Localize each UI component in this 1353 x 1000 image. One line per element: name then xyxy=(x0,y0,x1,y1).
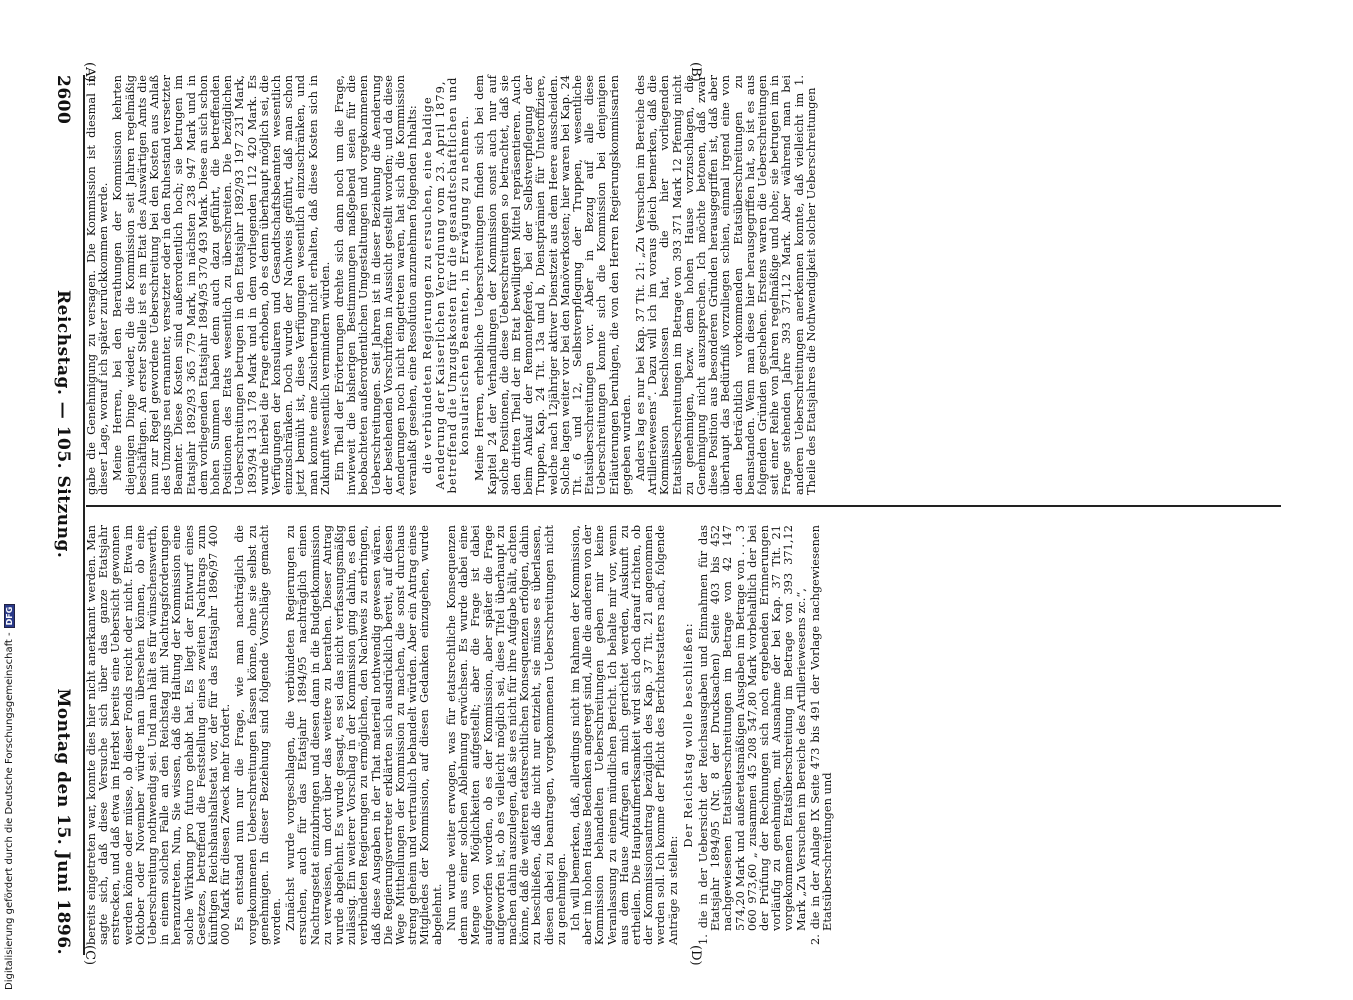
paragraph: Meine Herren, bei den Berathungen der Kommission kehrten diejenigen Dinge wieder, die die Kommission seit Jahren regelmäßig beschäftigen. An erster Stelle ist es im Etat des Auswärtigen Amts die nun zur Regel gewordene Ueberschreitung bei den Kosten aus Anlaß des Umzugs neu ernannter, versetzter oder in den Ruhestand versetzter Beamter. Diese Kosten sind außerordentlich hoch; sie betrugen im Etatsjahr 1892/93 365 779 Mark, im nächsten 238 947 Mark und in dem vorliegenden Etatsjahr 1894/95 370 493 Mark. Diese an sich schon hohen Summen haben denn auch dazu geführt, die betreffenden Positionen des Etats wesentlich zu überschreiten. Die bezüglichen Ueberschreitungen betrugen in den Etatsjahr 1892/93 197 231 Mark, 1893/94 133 178 Mark und in dem vorliegenden 112 420 Mark. Es wurde hierbei die Frage erhoben, ob es denn überhaupt möglich sei, die Verfügungen der konsularen und Gesandtschaftsbeamten wesentlich einzuschränken. Doch wurde der Nachweis geführt, daß man schon jetzt bemüht ist, diese Verfügungen wesentlich einzuschränken, und man konnte eine Zusicherung nicht erhalten, daß diese Kosten sich in Zukunft wesentlich vermindern würden. xyxy=(110,75,332,495)
paragraph: bereits eingetreten war, konnte dies hier nicht anerkannt werden. Man sagte sich, daß diese Versuche sich über das ganze Etatsjahr erstrecken, und daß etwa im Herbst bereits eine Uebersicht gewonnen werden könne oder müsse, ob dieser Fonds reicht oder nicht. Etwa im Oktober oder November würde man übersehen können, ob eine Ueberschreitung nothwendig sei. Und man hält es für wünschenswerth, in einem solchen Falle an den Reichstag mit Nachtragsforderungen heranzutreten. Nun, Sie wissen, daß die Haltung der Kommission eine solche Wirkung pro futuro gehabt hat. Es liegt der Entwurf eines Gesetzes, betreffend die Feststellung eines zweiten Nachtrags zum künftigen Reichshaushaltsetat vor, der für das Etatsjahr 1896/97 400 000 Mark für diesen Zweck mehr fordert. xyxy=(84,525,233,945)
paragraph: Nun wurde weiter erwogen, was für etatsrechtliche Konsequenzen denn aus einer solchen Ablehnung erwüchsen. Es wurde dabei eine Menge von Möglichkeiten aufgestellt; aber die Frage ist dabei aufgeworfen worden, ob es der Kommission, aber später die Frage aufgeworfen ist, ob es vielleicht möglich sei, diese Titel überhaupt zu machen dahin auszulegen, daß sie es nicht für ihre Aufgabe hält, achten könne, daß die weiteren etatsrechtlichen Konsequenzen erfolgen, dahin zu beschließen, daß die nicht nur entzieht, sie müsse es überlassen, diesen dabei zu beantragen, vorgekommenen Ueberschreitungen nicht zu genehmigen. xyxy=(443,525,568,945)
paragraph: Es entstand nun nur die Frage, wie man nachträglich die vorgekommenen Ueberschreitungen fassen könne, ohne sie selbst zu genehmigen. In dieser Beziehung sind folgende Vorschläge gemacht worden. xyxy=(232,525,284,945)
column-divider xyxy=(86,505,1281,507)
paragraph: Meine Herren, erhebliche Ueberschreitungen finden sich bei dem Kapitel 24 der Verhandlungen der Kommission sonst auch nur auf solche Positionen, die diese Ueberschreitungen so betrachtet, daß sie den dritten Theil der im Etat bewilligten Mittel repräsentieren. Auch beim Ankauf der Remontepferde, bei der Selbstverpflegung der Truppen, Kap. 24 Tit. 13a und b, Dienstprämien für Unteroffiziere, welche nach 12jähriger aktiver Dienstzeit aus dem Heere ausscheiden. Solche lagen weiter vor bei den Manöverkosten; hier waren bei Kap. 24 Tit. 6 und 12, Selbstverpflegung der Truppen, wesentliche Etatsüberschreitungen vor. Aber in Bezug auf alle diese Ueberschreitungen konnte sich die Kommission bei denjenigen Erläuterungen beruhigen, die von den Herren Regierungskommissarien gegeben wurden. xyxy=(472,75,633,495)
page-number: 2600 xyxy=(53,75,73,125)
left-column xyxy=(85,75,1275,495)
paragraph: gabe die Genehmigung zu versagen. Die Kommission ist diesmal in dieser Lage, worauf ich später zurückkommen werde. xyxy=(84,75,111,495)
session-title: Reichstag. — 105. Sitzung. xyxy=(53,290,73,559)
paragraph: Zunächst wurde vorgeschlagen, die verbündeten Regierungen zu ersuchen, auch für das Etatsjahr 1894/95 nachträglich einen Nachtragsetat einzubringen und diesen dann in die Budgetkommission zu verweisen, um dort über das weitere zu berathen. Dieser Antrag wurde abgelehnt. Es wurde gesagt, es sei das nicht verfassungsmäßig zulässig. Ein weiterer Vorschlag in der Kommission ging dahin, es den verbündeten Regierungen zu ermöglichen, den Nachweis zu erbringen, daß diese Ausgaben in der That materiell nothwendig gewesen wären. Die Regierungsvertreter erklärten sich ausdrücklich bereit, auf diesen Wege Mittheilungen der Kommission zu machen, die sonst durchaus streng geheim und vertraulich behandelt würden. Aber ein Antrag eines Mitgliedes der Kommission, auf diesen Gedanken einzugehen, wurde abgelehnt. xyxy=(283,525,444,945)
paragraph: Anders lag es nur bei Kap. 37 Tit. 21: „Zu Versuchen im Bereiche des Artilleriewesens“. Dazu will ich im voraus gleich bemerken, daß die Kommission beschlossen hat, die hier vorliegenden Etatsüberschreitungen im Betrage von 393 371 Mark 12 Pfennig nicht zu genehmigen, bezw. dem hohen Hause vorzuschlagen, die Genehmigung nicht auszusprechen. Ich möchte betonen, daß zwar diese Position aus besonderen Gründen herausgegriffen ist, daß aber überhaupt das Bedürfniß vorzuliegen schien, einmal irgend eine von den beträchtlich vorkommenden Etatsüberschreitungen zu beanstanden. Wenn man diese hier herausgegriffen hat, so ist es aus folgenden Gründen geschehen. Erstens waren die Ueberschreitungen seit einer Reihe von Jahren regelmäßige und hohe; sie betrugen im in Frage stehenden Jahre 393 371,12 Mark. Aber während man bei anderen Ueberschreitungen anerkennen konnte, daß vielleicht im 1. Theile des Etatsjahres die Nothwendigkeit solcher Ueberschreitungen xyxy=(632,75,818,495)
page-header xyxy=(47,75,73,955)
margin-mark-a: (A) xyxy=(82,62,97,82)
resolution-text: die verbündeten Regierungen zu ersuchen, eine baldige Aenderung der Kaiserlichen Verordnung vom 23. April 1879, betreffend die Umzugskosten für die gesandtschaftlichen und konsularischen Beamten, in Erwägung zu nehmen. xyxy=(420,76,472,494)
footer-text: Digitalisierung gefördert durch die Deutsche Forschungsgemeinschaft - xyxy=(4,632,15,990)
motion-heading: Der Reichstag wolle beschließen: xyxy=(680,622,695,848)
footer-credit xyxy=(0,0,30,1000)
motion-list xyxy=(697,525,833,945)
margin-mark-b: (B) xyxy=(688,62,703,82)
paragraph: Ein Theil der Erörterungen drehte sich dann noch um die Frage, inwieweit die bisherigen Bestimmungen maßgebend seien für die beobachteten außerordentlichen Umgestaltungen und vorgekommenen Ueberschreitungen. Seit Jahren ist in dieser Beziehung die Aenderung der bestehenden Vorschriften in Aussicht gestellt worden; und da diese Aenderungen noch nicht eingetreten waren, hat sich die Kommission veranlaßt gesehen, eine Resolution anzunehmen folgenden Inhalts: xyxy=(332,75,420,495)
margin-mark-c: (C) xyxy=(82,945,97,966)
motion-item: 1. die in der Uebersicht der Reichsausgaben und Einnahmen für das Etatsjahr 1894/95 (Nr. 8 der Drucksachen) Seite 403 bis 452 nachgewiesenen Etatsüberschreitungen im Betrage von 42 147 574,20 Mark und außeretatsmäßigen Ausgaben im Betrage von . . . 3 060 973,60 „ zusammen 45 208 547,80 Mark vorbehaltlich der bei der Prüfung der Rechnungen sich noch ergebenden Erinnerungen vorläufig zu genehmigen, mit Ausnahme der bei Kap. 37 Tit. 21 vorgekommenen Etatsüberschreitung im Betrage von 393 371,12 Mark „Zu Versuchen im Bereiche des Artilleriewesens zc.“, xyxy=(695,525,808,945)
session-date: Montag den 15. Juni 1896. xyxy=(53,688,73,955)
dfg-logo: DFG xyxy=(4,604,15,629)
paragraph: Ich will bemerken, daß, allerdings nicht im Rahmen der Kommission, aber im hohen Hause Bedenken angeregt sind, Alle die anderen von der Kommission behandelten Ueberschreitungen geben mir keine Veranlassung zu einem mündlichen Bericht. Ich behalte mir vor, wenn aus dem Hause Anfragen an mich gerichtet werden, Auskunft zu ertheilen. Die Hauptaufmerksamkeit wird sich doch darauf richten, ob der Kommissionsantrag bezüglich des Kap. 37 Tit. 21 angenommen werden soll. Ich komme der Pflicht des Berichterstatters nach, folgende Anträge zu stellen: xyxy=(567,525,680,945)
right-column xyxy=(85,525,1275,945)
motion-item: 2. die in der Anlage IX Seite 473 bis 491 der Vorlage nachgewiesenen Etatsüberschreitungen und xyxy=(807,525,834,945)
margin-mark-d: (D) xyxy=(688,945,703,966)
